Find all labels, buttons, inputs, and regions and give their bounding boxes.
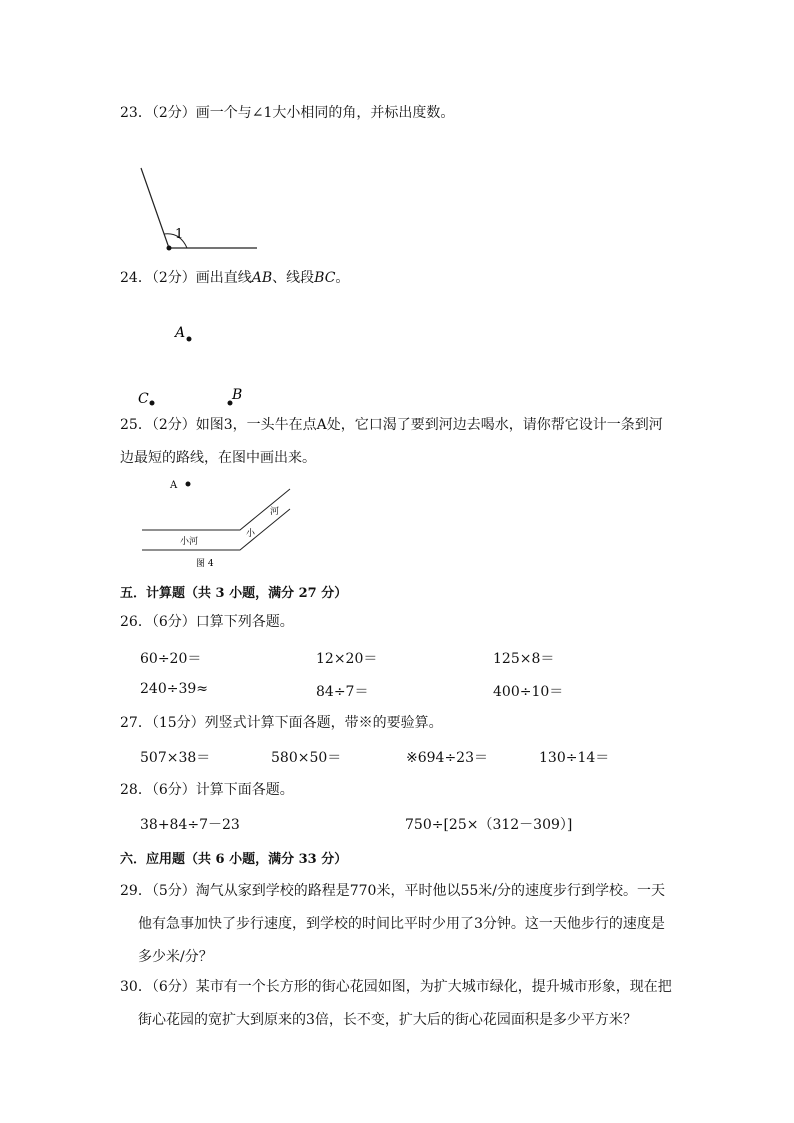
river-bank-upper (142, 489, 290, 530)
segment-bc-label: BC (314, 270, 336, 286)
question-30 (120, 971, 675, 1037)
river-label-slanted-1: 小 (246, 529, 256, 539)
angle-label: 1 (175, 227, 184, 242)
question-23-text: 23．（2分）画一个与∠1大小相同的角，并标出度数。 (120, 105, 455, 121)
question-29-line3: 多少米/分？ (138, 949, 213, 965)
q27-item-1: 507×38＝ (140, 750, 211, 766)
question-25-line1: 25．（2分）如图3，一头牛在点A处，它口渴了要到河边去喝水，请你帮它设计一条到河 (120, 417, 663, 433)
question-26-title: 26．（6分）口算下列各题。 (120, 614, 294, 630)
question-28-title: 28．（6分）计算下面各题。 (120, 782, 294, 798)
question-29 (120, 875, 675, 974)
point-c-label: C (138, 391, 149, 407)
question-29-line2: 他有急事加快了步行速度，到学校的时间比平时少用了3分钟。这一天他步行的速度是 (138, 916, 665, 932)
q26-item-3: 125×8＝ (493, 651, 555, 667)
q26-item-5: 84÷7＝ (316, 684, 369, 700)
question-24-sep: 、线段 (272, 270, 315, 286)
river-label-slanted-2: 河 (270, 507, 280, 517)
q28-item-2: 750÷[25×（312－309）] (405, 817, 573, 833)
point-b-label: B (232, 387, 243, 403)
section-5-heading: 五．计算题（共 3 小题，满分 27 分） (120, 586, 348, 601)
figure-caption: 图 4 (196, 559, 214, 569)
question-24-prefix: 24．（2分）画出直线 (120, 270, 252, 286)
point-a-label: A (175, 325, 186, 341)
cow-point (186, 482, 191, 487)
q27-item-4: 130÷14＝ (539, 750, 610, 766)
section-6-heading: 六．应用题（共 6 小题，满分 33 分） (120, 852, 348, 867)
question-27-title: 27．（15分）列竖式计算下面各题，带※的要验算。 (120, 715, 443, 731)
q28-item-1: 38+84÷7－23 (140, 817, 240, 833)
line-ab-label: AB (251, 270, 273, 286)
q26-item-4: 240÷39≈ (140, 681, 208, 697)
question-25-line2: 边最短的路线，在图中画出来。 (120, 450, 316, 466)
cow-point-label: A (170, 480, 178, 491)
question-24-end: 。 (335, 270, 350, 286)
question-30-line1: 30．（6分）某市有一个长方形的街心花园如图，为扩大城市绿化，提升城市形象，现在把 (120, 979, 672, 995)
q26-item-6: 400÷10＝ (493, 684, 564, 700)
river-label-horizontal: 小河 (180, 537, 199, 547)
q26-item-2: 12×20＝ (316, 651, 378, 667)
question-29-line1: 29．（5分）淘气从家到学校的路程是770米，平时他以55米/分的速度步行到学校。一天 (120, 883, 665, 899)
q26-item-1: 60÷20＝ (140, 651, 202, 667)
q27-item-2: 580×50＝ (271, 750, 342, 766)
question-30-line2: 街心花园的宽扩大到原来的3倍，长不变，扩大后的街心花园面积是多少平方米？ (138, 1012, 637, 1028)
q27-item-3: ※694÷23＝ (406, 750, 488, 766)
